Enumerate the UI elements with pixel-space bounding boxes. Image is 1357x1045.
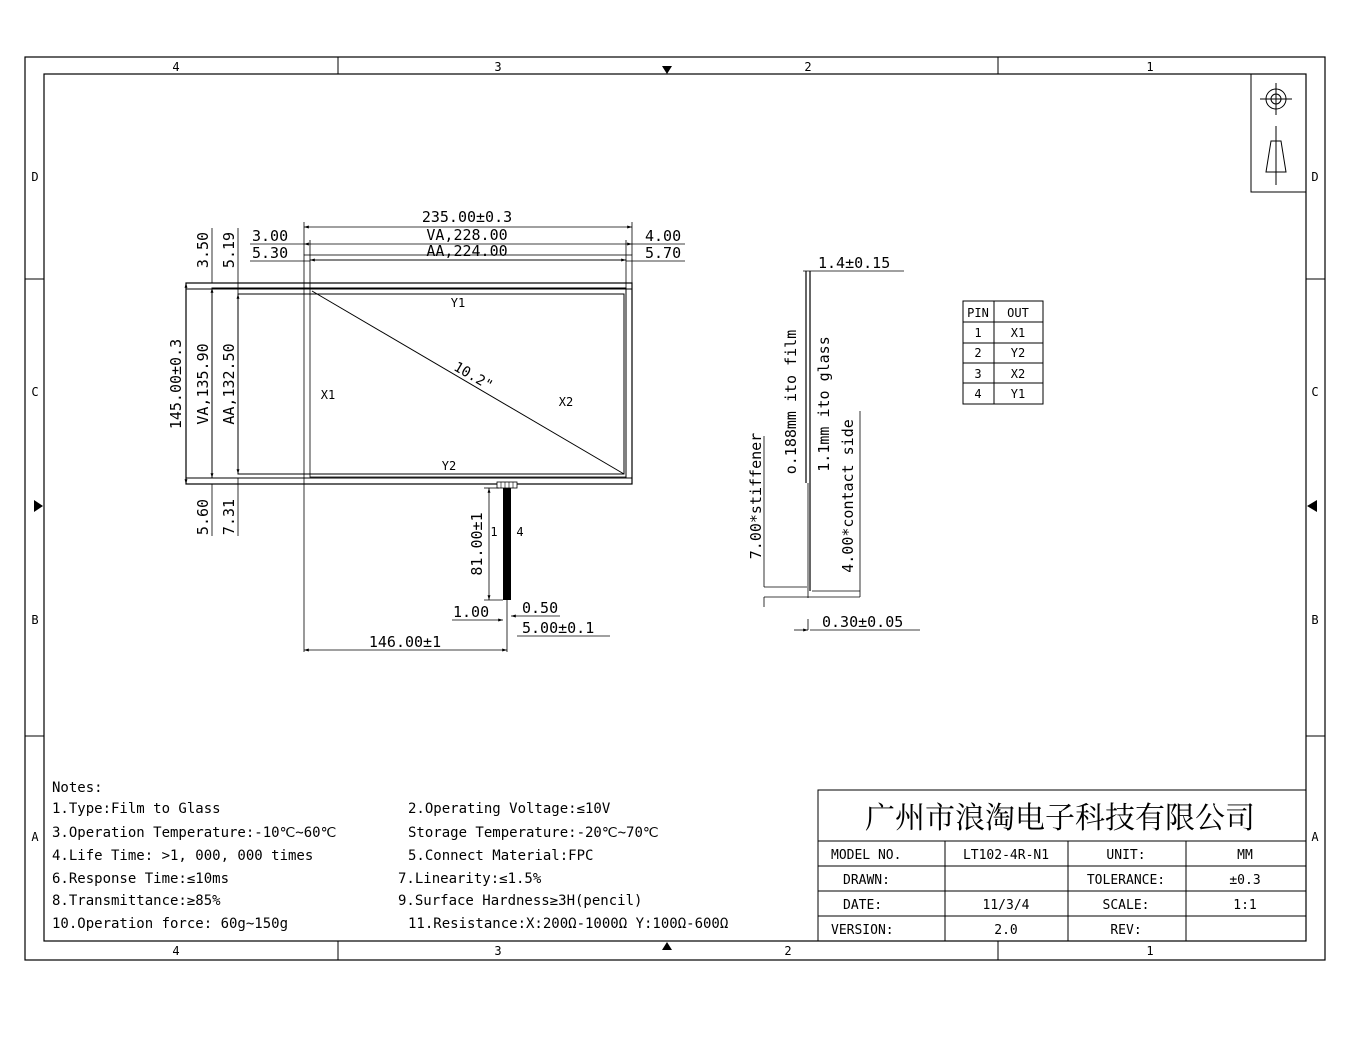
row-right-a: A xyxy=(1311,830,1319,844)
row-left-b: B xyxy=(31,613,39,627)
pin-table-cell: 2 xyxy=(974,346,982,360)
tb-label-drawn: DRAWN: xyxy=(843,873,890,888)
label-y2: Y2 xyxy=(441,459,457,473)
pin-table-cell: 4 xyxy=(974,387,982,401)
note-item: 10.Operation force: 60g~150g xyxy=(52,916,289,932)
note-item: 1.Type:Film to Glass xyxy=(52,801,221,817)
row-left-d: D xyxy=(31,170,39,184)
zone-bottom-1: 1 xyxy=(1146,944,1154,958)
row-right-d: D xyxy=(1311,170,1319,184)
tb-value-version: 2.0 xyxy=(994,923,1018,938)
note-item: Storage Temperature:-20℃~70℃ xyxy=(408,825,659,841)
dim-tail-width: 5.00±0.1 xyxy=(522,619,595,637)
zone-bottom-3: 3 xyxy=(494,944,502,958)
dim-va-height: VA,135.90 xyxy=(194,343,212,425)
note-item: 4.Life Time: >1, 000, 000 times xyxy=(52,848,314,864)
tb-label-tolerance: TOLERANCE: xyxy=(1086,873,1166,888)
notes-title: Notes: xyxy=(52,780,103,796)
center-arrow-right xyxy=(1307,500,1317,512)
pin-table-header-pin: PIN xyxy=(967,306,989,320)
zone-top-2: 2 xyxy=(804,60,812,74)
company-name: 广州市浪淘电子科技有限公司 xyxy=(865,801,1255,836)
note-item: 2.Operating Voltage:≤10V xyxy=(408,801,611,817)
tb-value-model: LT102-4R-N1 xyxy=(962,848,1050,863)
projection-symbol-icon xyxy=(1251,74,1306,192)
note-item: 9.Surface Hardness≥3H(pencil) xyxy=(398,893,643,909)
label-x1: X1 xyxy=(320,388,336,402)
row-right-b: B xyxy=(1311,613,1319,627)
note-item: 3.Operation Temperature:-10℃~60℃ xyxy=(52,825,337,841)
pin-table-cell: Y1 xyxy=(1010,387,1026,401)
note-item: 7.Linearity:≤1.5% xyxy=(398,871,542,887)
label-x2: X2 xyxy=(558,395,574,409)
tb-value-date: 11/3/4 xyxy=(982,898,1030,913)
pin-table-cell: 1 xyxy=(974,326,982,340)
tb-label-rev: REV: xyxy=(1110,923,1142,938)
tb-label-version: VERSION: xyxy=(831,923,894,938)
dim-aa-width: AA,224.00 xyxy=(426,242,508,260)
touch-panel-outline xyxy=(186,255,632,484)
dim-total-thickness: 1.4±0.15 xyxy=(818,254,891,272)
dim-left-aa: 5.30 xyxy=(252,244,289,262)
label-y1: Y1 xyxy=(450,296,466,310)
note-item: 5.Connect Material:FPC xyxy=(408,848,594,864)
dim-tail-gap: 1.00 xyxy=(453,603,490,621)
layer-film: o.188mm ito film xyxy=(782,329,800,475)
dim-tail-pitch: 0.50 xyxy=(522,599,559,617)
dim-va-width: VA,228.00 xyxy=(426,226,508,244)
pin-table-cell: X1 xyxy=(1010,326,1026,340)
pin-table-cell: X2 xyxy=(1010,367,1026,381)
tb-label-date: DATE: xyxy=(843,898,883,913)
tb-value-tolerance: ±0.3 xyxy=(1229,873,1261,888)
center-arrow-top xyxy=(662,66,672,74)
fpc-tail xyxy=(497,482,517,612)
zone-top-4: 4 xyxy=(172,60,180,74)
note-item: 8.Transmittance:≥85% xyxy=(52,893,221,909)
note-item: 6.Response Time:≤10ms xyxy=(52,871,230,887)
row-left-a: A xyxy=(31,830,39,844)
row-right-c: C xyxy=(1311,385,1319,399)
pin-table-cell: 3 xyxy=(974,367,982,381)
dim-left-va: 3.00 xyxy=(252,227,289,245)
pin-table-header-out: OUT xyxy=(1007,306,1029,320)
tail-pin-4: 4 xyxy=(516,525,524,539)
tb-value-scale: 1:1 xyxy=(1233,898,1257,913)
dim-tail-thickness: 0.30±0.05 xyxy=(822,613,904,631)
tb-label-model: MODEL NO. xyxy=(831,848,902,863)
dim-right-va: 4.00 xyxy=(645,227,682,245)
pin-table-cell: Y2 xyxy=(1010,346,1026,360)
dim-tail-offset: 146.00±1 xyxy=(368,633,442,651)
dim-tail-length: 81.00±1 xyxy=(468,512,486,576)
dim-aa-height: AA,132.50 xyxy=(220,343,238,425)
zone-bottom-2: 2 xyxy=(784,944,792,958)
zone-top-3: 3 xyxy=(494,60,502,74)
tb-value-unit: MM xyxy=(1237,848,1253,863)
dim-top-va: 3.50 xyxy=(194,231,212,269)
tb-label-scale: SCALE: xyxy=(1102,898,1150,913)
tail-pin-1: 1 xyxy=(490,525,498,539)
dim-right-aa: 5.70 xyxy=(645,244,682,262)
diagonal-size: 10.2" xyxy=(450,359,496,395)
dim-bottom-va: 5.60 xyxy=(194,498,212,536)
center-arrow-left xyxy=(34,500,43,512)
row-left-c: C xyxy=(31,385,39,399)
tb-label-unit: UNIT: xyxy=(1106,848,1146,863)
note-item: 11.Resistance:X:200Ω-1000Ω Y:100Ω-600Ω xyxy=(408,916,729,932)
dim-top-aa: 5.19 xyxy=(220,231,238,269)
dim-bottom-aa: 7.31 xyxy=(220,498,238,536)
dim-overall-width: 235.00±0.3 xyxy=(421,208,513,226)
layer-stiffener: 7.00*stiffener xyxy=(747,432,765,560)
zone-top-1: 1 xyxy=(1146,60,1154,74)
layer-glass: 1.1mm ito glass xyxy=(815,336,833,472)
zone-bottom-4: 4 xyxy=(172,944,180,958)
layer-contact-side: 4.00*contact side xyxy=(839,419,857,573)
center-arrow-bottom xyxy=(662,942,672,950)
dim-overall-height: 145.00±0.3 xyxy=(167,338,185,430)
